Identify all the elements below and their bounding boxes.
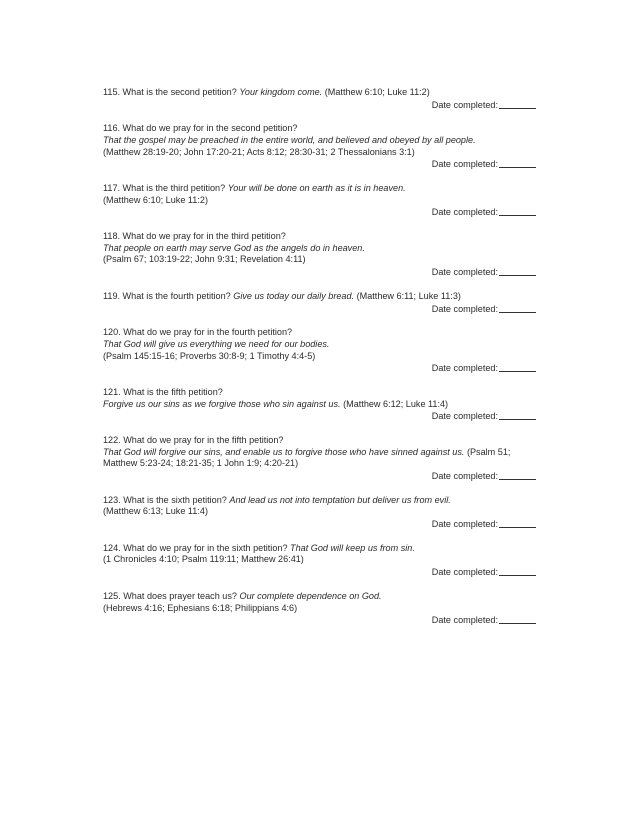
answer-text: That God will give us everything we need for our bodies. — [103, 338, 330, 349]
question-line — [103, 591, 536, 603]
question-117 — [103, 183, 536, 219]
answer-text: Forgive us our sins as we forgive those who sin against us. — [103, 398, 341, 409]
date-label: Date completed: — [431, 411, 498, 422]
date-blank-line[interactable] — [499, 362, 536, 372]
question-text: 116. What do we pray for in the second petition? — [103, 123, 298, 134]
date-completed — [103, 470, 536, 483]
date-label: Date completed: — [431, 267, 498, 278]
date-label: Date completed: — [431, 207, 498, 218]
scripture-reference: (Matthew 28:19-20; John 17:20-21; Acts 8:12; 28:30-31; 2 Thessalonians 3:1) — [103, 146, 415, 157]
date-label: Date completed: — [431, 303, 498, 314]
answer-text: That God will forgive our sins, and enable us to forgive those who have sinned against us. — [103, 446, 465, 457]
question-line — [103, 183, 536, 195]
date-completed — [103, 362, 536, 375]
question-text: 118. What do we pray for in the third petition? — [103, 231, 286, 242]
answer-text: That the gospel may be preached in the entire world, and believed and obeyed by all people. — [103, 135, 476, 146]
answer-text: And lead us not into temptation but deliver us from evil. — [229, 494, 451, 505]
catechism-page — [103, 87, 536, 639]
scripture-reference: (Matthew 6:11; Luke 11:3) — [354, 290, 461, 301]
date-label: Date completed: — [431, 99, 498, 110]
question-122 — [103, 435, 536, 482]
date-blank-line[interactable] — [499, 206, 536, 216]
question-115 — [103, 87, 536, 111]
answer-paragraph — [103, 447, 536, 470]
scripture-reference: (Psalm 145:15-16; Proverbs 30:8-9; 1 Timothy 4:4-5) — [103, 350, 316, 361]
date-blank-line[interactable] — [499, 303, 536, 313]
question-line — [103, 495, 536, 507]
date-label: Date completed: — [431, 615, 498, 626]
question-119 — [103, 291, 536, 315]
scripture-reference: (Psalm 67; 103:19-22; John 9:31; Revelation 4:11) — [103, 254, 306, 265]
date-completed — [103, 518, 536, 531]
question-text: 117. What is the third petition? — [103, 183, 228, 194]
scripture-reference: (Hebrews 4:16; Ephesians 6:18; Philippians 4:6) — [103, 602, 298, 613]
date-completed — [103, 206, 536, 219]
date-completed — [103, 566, 536, 579]
question-text: 121. What is the fifth petition? — [103, 387, 223, 398]
answer-text: That God will keep us from sin. — [290, 542, 415, 553]
question-124 — [103, 543, 536, 579]
date-blank-line[interactable] — [499, 158, 536, 168]
date-blank-line[interactable] — [499, 470, 536, 480]
question-118 — [103, 231, 536, 278]
question-text: 122. What do we pray for in the fifth petition? — [103, 435, 284, 446]
scripture-reference: (Matthew 6:12; Luke 11:4) — [340, 398, 449, 409]
date-blank-line[interactable] — [499, 266, 536, 276]
answer-text: Your kingdom come. — [239, 87, 323, 97]
date-label: Date completed: — [431, 567, 498, 578]
question-text: 125. What does prayer teach us? — [103, 590, 240, 601]
date-blank-line[interactable] — [499, 566, 536, 576]
date-label: Date completed: — [431, 159, 498, 170]
scripture-reference: (Matthew 6:13; Luke 11:4) — [103, 506, 208, 517]
date-blank-line[interactable] — [499, 99, 536, 109]
answer-line — [103, 399, 536, 411]
question-line — [103, 291, 536, 303]
answer-text: Your will be done on earth as it is in heaven. — [227, 183, 406, 194]
date-blank-line[interactable] — [499, 410, 536, 420]
question-text: 120. What do we pray for in the fourth petition? — [103, 327, 293, 338]
question-line — [103, 543, 536, 555]
question-121 — [103, 387, 536, 423]
date-completed — [103, 99, 536, 112]
answer-text: Give us today our daily bread. — [233, 290, 355, 301]
date-blank-line[interactable] — [499, 614, 536, 624]
question-text: 115. What is the second petition? — [103, 87, 240, 97]
question-116 — [103, 123, 536, 170]
scripture-reference: (Matthew 6:10; Luke 11:2) — [103, 194, 208, 205]
date-completed — [103, 266, 536, 279]
answer-text: That people on earth may serve God as the angels do in heaven. — [103, 242, 365, 253]
question-line — [103, 87, 536, 99]
question-125 — [103, 591, 536, 627]
scripture-reference: (Psalm 51; Matthew 5:23-24; 18:21-35; 1 John 1:9; 4:20-21) — [103, 446, 511, 469]
question-text: 123. What is the sixth petition? — [103, 494, 230, 505]
date-completed — [103, 410, 536, 423]
answer-text: Our complete dependence on God. — [239, 590, 382, 601]
date-completed — [103, 303, 536, 316]
scripture-reference: (Matthew 6:10; Luke 11:2) — [322, 87, 430, 97]
date-label: Date completed: — [431, 363, 498, 374]
date-label: Date completed: — [431, 519, 498, 529]
question-123 — [103, 495, 536, 531]
date-completed — [103, 158, 536, 171]
question-text: 124. What do we pray for in the sixth petition? — [103, 542, 291, 553]
question-120 — [103, 327, 536, 374]
date-completed — [103, 614, 536, 627]
date-blank-line[interactable] — [499, 518, 536, 528]
scripture-reference: (1 Chronicles 4:10; Psalm 119:11; Matthew 26:41) — [103, 554, 304, 565]
date-label: Date completed: — [431, 470, 498, 481]
question-text: 119. What is the fourth petition? — [103, 290, 234, 301]
